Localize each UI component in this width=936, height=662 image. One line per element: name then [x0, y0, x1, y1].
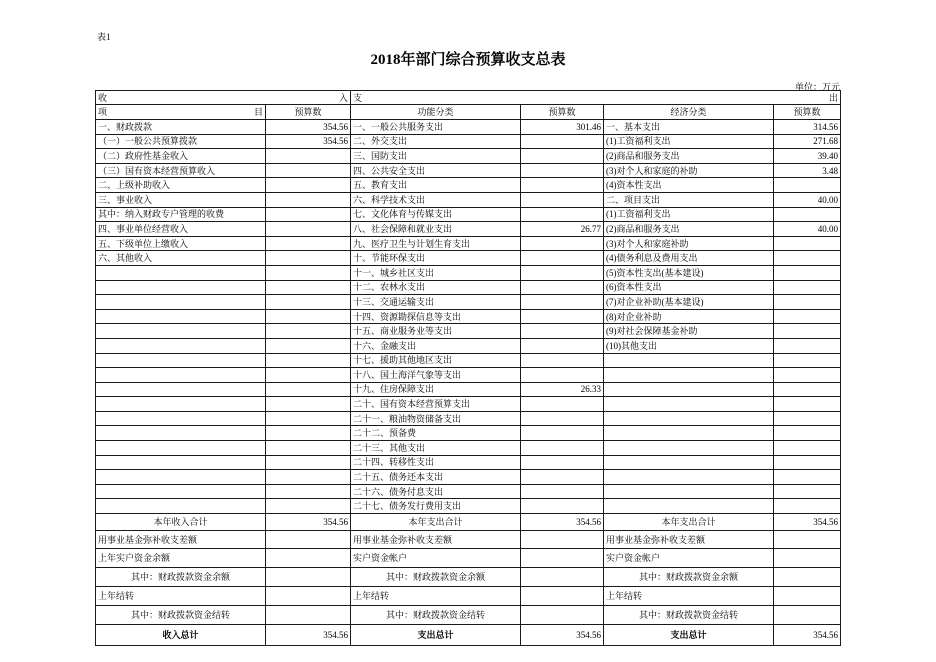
function-budget-cell: [521, 280, 604, 295]
economic-item-cell: [604, 499, 774, 514]
function-budget-cell: 301.46: [521, 120, 604, 135]
function-budget-cell: [521, 353, 604, 368]
budget-table: [95, 90, 841, 646]
income-budget-cell: [266, 382, 351, 397]
income-budget-cell: 354.56: [266, 120, 351, 135]
function-budget-cell: [521, 324, 604, 339]
economic-budget-cell: 3.48: [774, 163, 841, 178]
function-item-cell: 十四、资源勘探信息等支出: [351, 309, 521, 324]
economic-budget-cell: 40.00: [774, 222, 841, 237]
function-budget-cell: [521, 484, 604, 499]
income-budget-cell: [266, 324, 351, 339]
summary-economic-item-cell: 上年结转: [604, 587, 774, 606]
economic-budget-cell: [774, 265, 841, 280]
summary-row: [96, 625, 841, 646]
economic-item-cell: (4)债务利息及费用支出: [604, 251, 774, 266]
table-row: [96, 426, 841, 441]
economic-item-cell: [604, 368, 774, 383]
income-item-cell: [96, 455, 266, 470]
table-row: [96, 295, 841, 310]
income-item-cell: （一）一般公共预算拨款: [96, 134, 266, 149]
income-budget-cell: [266, 411, 351, 426]
economic-budget-cell: [774, 236, 841, 251]
function-item-cell: 十五、商业服务业等支出: [351, 324, 521, 339]
income-budget-cell: [266, 251, 351, 266]
economic-budget-cell: 271.68: [774, 134, 841, 149]
economic-item-cell: [604, 484, 774, 499]
header-group-row: [96, 91, 841, 105]
table-row: [96, 455, 841, 470]
income-budget-cell: [266, 178, 351, 193]
function-item-cell: 一、一般公共服务支出: [351, 120, 521, 135]
function-budget-cell: [521, 178, 604, 193]
unit-label: 单位：万元: [794, 82, 840, 92]
summary-income-item-cell: 上年实户资金余额: [96, 549, 266, 568]
table-row: [96, 178, 841, 193]
function-budget-cell: [521, 338, 604, 353]
income-budget-cell: [266, 338, 351, 353]
income-budget-cell: [266, 455, 351, 470]
function-item-cell: 二十、国有资本经营预算支出: [351, 397, 521, 412]
summary-economic-budget-cell: [774, 606, 841, 625]
economic-item-cell: (8)对企业补助: [604, 309, 774, 324]
table-row: [96, 265, 841, 280]
table-row: [96, 236, 841, 251]
income-item-cell: 二、上级补助收入: [96, 178, 266, 193]
income-item-cell: 其中：纳入财政专户管理的收费: [96, 207, 266, 222]
summary-function-budget-cell: [521, 606, 604, 625]
economic-item-cell: (5)资本性支出(基本建设): [604, 265, 774, 280]
income-item-cell: [96, 368, 266, 383]
summary-economic-budget-cell: [774, 549, 841, 568]
table-row: [96, 499, 841, 514]
economic-item-cell: (1)工资福利支出: [604, 207, 774, 222]
header-income-budget: 预算数: [266, 105, 351, 120]
page-title: 2018年部门综合预算收支总表: [370, 52, 566, 68]
table-row: [96, 163, 841, 178]
function-item-cell: 二、外交支出: [351, 134, 521, 149]
summary-income-budget-cell: [266, 587, 351, 606]
income-budget-cell: [266, 441, 351, 456]
function-item-cell: 十七、援助其他地区支出: [351, 353, 521, 368]
summary-row: [96, 568, 841, 587]
economic-item-cell: [604, 426, 774, 441]
income-budget-cell: [266, 295, 351, 310]
economic-item-cell: (2)商品和服务支出: [604, 149, 774, 164]
function-budget-cell: [521, 441, 604, 456]
table-row: [96, 134, 841, 149]
economic-budget-cell: 39.40: [774, 149, 841, 164]
function-budget-cell: [521, 149, 604, 164]
summary-function-item-cell: 其中：财政拨款资金余额: [351, 568, 521, 587]
table-row: [96, 192, 841, 207]
summary-income-budget-cell: [266, 606, 351, 625]
summary-function-budget-cell: [521, 568, 604, 587]
income-budget-cell: [266, 499, 351, 514]
function-item-cell: 二十五、债务还本支出: [351, 470, 521, 485]
economic-budget-cell: [774, 324, 841, 339]
economic-budget-cell: [774, 353, 841, 368]
header-economic-budget: 预算数: [774, 105, 841, 120]
income-budget-cell: [266, 470, 351, 485]
income-budget-cell: [266, 353, 351, 368]
economic-budget-cell: [774, 455, 841, 470]
summary-income-item-cell: 收入总计: [96, 625, 266, 646]
function-item-cell: 九、医疗卫生与计划生育支出: [351, 236, 521, 251]
summary-income-item-cell: 本年收入合计: [96, 514, 266, 531]
income-item-cell: [96, 499, 266, 514]
function-item-cell: 三、国防支出: [351, 149, 521, 164]
function-budget-cell: [521, 499, 604, 514]
table-row: [96, 441, 841, 456]
function-budget-cell: [521, 368, 604, 383]
income-item-cell: [96, 382, 266, 397]
function-budget-cell: [521, 163, 604, 178]
summary-income-budget-cell: [266, 568, 351, 587]
table-row: [96, 222, 841, 237]
summary-income-item-cell: 其中：财政拨款资金余额: [96, 568, 266, 587]
summary-economic-item-cell: 用事业基金弥补收支差额: [604, 531, 774, 549]
header-expense: 支 出: [351, 91, 841, 105]
income-item-cell: （三）国有资本经营预算收入: [96, 163, 266, 178]
economic-budget-cell: [774, 484, 841, 499]
table-row: [96, 207, 841, 222]
table-row: [96, 324, 841, 339]
summary-economic-item-cell: 其中：财政拨款资金结转: [604, 606, 774, 625]
summary-economic-item-cell: 其中：财政拨款资金余额: [604, 568, 774, 587]
header-economic-class: 经济分类: [604, 105, 774, 120]
income-item-cell: [96, 324, 266, 339]
summary-function-item-cell: 本年支出合计: [351, 514, 521, 531]
summary-economic-budget-cell: 354.56: [774, 514, 841, 531]
economic-budget-cell: [774, 338, 841, 353]
summary-economic-budget-cell: [774, 531, 841, 549]
summary-income-budget-cell: 354.56: [266, 625, 351, 646]
summary-function-budget-cell: 354.56: [521, 514, 604, 531]
income-item-cell: [96, 353, 266, 368]
function-item-cell: 六、科学技术支出: [351, 192, 521, 207]
function-item-cell: 十九、住房保障支出: [351, 382, 521, 397]
table-row: [96, 280, 841, 295]
income-budget-cell: [266, 426, 351, 441]
summary-function-budget-cell: 354.56: [521, 625, 604, 646]
summary-income-item-cell: 上年结转: [96, 587, 266, 606]
summary-economic-budget-cell: [774, 568, 841, 587]
function-budget-cell: [521, 295, 604, 310]
function-item-cell: 十六、金融支出: [351, 338, 521, 353]
income-item-cell: [96, 295, 266, 310]
income-budget-cell: [266, 149, 351, 164]
function-budget-cell: [521, 309, 604, 324]
summary-income-budget-cell: 354.56: [266, 514, 351, 531]
income-budget-cell: [266, 222, 351, 237]
summary-function-item-cell: 实户资金帐户: [351, 549, 521, 568]
income-budget-cell: [266, 236, 351, 251]
function-budget-cell: [521, 207, 604, 222]
summary-function-item-cell: 支出总计: [351, 625, 521, 646]
summary-row: [96, 606, 841, 625]
function-budget-cell: [521, 397, 604, 412]
economic-item-cell: (9)对社会保障基金补助: [604, 324, 774, 339]
income-budget-cell: [266, 163, 351, 178]
function-budget-cell: [521, 470, 604, 485]
function-budget-cell: [521, 411, 604, 426]
economic-budget-cell: [774, 178, 841, 193]
table-row: [96, 470, 841, 485]
header-function-budget: 预算数: [521, 105, 604, 120]
summary-row: [96, 587, 841, 606]
income-item-cell: [96, 280, 266, 295]
summary-function-item-cell: 上年结转: [351, 587, 521, 606]
function-budget-cell: [521, 236, 604, 251]
economic-item-cell: [604, 353, 774, 368]
function-item-cell: 十二、农林水支出: [351, 280, 521, 295]
income-item-cell: [96, 441, 266, 456]
summary-row: [96, 549, 841, 568]
economic-item-cell: (4)资本性支出: [604, 178, 774, 193]
summary-function-item-cell: 用事业基金弥补收支差额: [351, 531, 521, 549]
function-budget-cell: [521, 426, 604, 441]
income-budget-cell: [266, 207, 351, 222]
table-row: [96, 411, 841, 426]
summary-economic-budget-cell: [774, 587, 841, 606]
income-budget-cell: 354.56: [266, 134, 351, 149]
income-item-cell: [96, 484, 266, 499]
table-row: [96, 484, 841, 499]
summary-row: [96, 531, 841, 549]
function-budget-cell: [521, 134, 604, 149]
economic-budget-cell: [774, 368, 841, 383]
economic-item-cell: [604, 441, 774, 456]
table-row: [96, 251, 841, 266]
income-item-cell: [96, 411, 266, 426]
table-row: [96, 120, 841, 135]
economic-item-cell: 一、基本支出: [604, 120, 774, 135]
table-row: [96, 338, 841, 353]
economic-budget-cell: [774, 426, 841, 441]
function-budget-cell: [521, 265, 604, 280]
income-item-cell: [96, 426, 266, 441]
economic-budget-cell: [774, 411, 841, 426]
function-budget-cell: 26.33: [521, 382, 604, 397]
economic-budget-cell: [774, 382, 841, 397]
economic-item-cell: (3)对个人和家庭的补助: [604, 163, 774, 178]
function-item-cell: 七、文化体育与传媒支出: [351, 207, 521, 222]
summary-row: [96, 514, 841, 531]
function-item-cell: 十三、交通运输支出: [351, 295, 521, 310]
economic-budget-cell: [774, 251, 841, 266]
header-item: 项 目: [96, 105, 266, 120]
function-budget-cell: [521, 192, 604, 207]
income-budget-cell: [266, 265, 351, 280]
income-item-cell: [96, 309, 266, 324]
summary-function-budget-cell: [521, 549, 604, 568]
economic-item-cell: (1)工资福利支出: [604, 134, 774, 149]
summary-income-budget-cell: [266, 549, 351, 568]
table-row: [96, 353, 841, 368]
function-budget-cell: [521, 251, 604, 266]
economic-item-cell: [604, 411, 774, 426]
economic-budget-cell: 314.56: [774, 120, 841, 135]
table-row: [96, 309, 841, 324]
economic-item-cell: [604, 397, 774, 412]
summary-income-item-cell: 用事业基金弥补收支差额: [96, 531, 266, 549]
economic-budget-cell: [774, 441, 841, 456]
function-item-cell: 十、节能环保支出: [351, 251, 521, 266]
income-budget-cell: [266, 280, 351, 295]
income-item-cell: 五、下级单位上缴收入: [96, 236, 266, 251]
table-row: [96, 382, 841, 397]
summary-economic-item-cell: 本年支出合计: [604, 514, 774, 531]
summary-function-budget-cell: [521, 587, 604, 606]
economic-budget-cell: [774, 295, 841, 310]
income-budget-cell: [266, 397, 351, 412]
summary-economic-item-cell: 支出总计: [604, 625, 774, 646]
sheet-label: 表1: [97, 32, 111, 42]
economic-item-cell: [604, 455, 774, 470]
economic-item-cell: (3)对个人和家庭补助: [604, 236, 774, 251]
summary-function-budget-cell: [521, 531, 604, 549]
economic-budget-cell: [774, 309, 841, 324]
table-row: [96, 149, 841, 164]
income-item-cell: [96, 397, 266, 412]
income-item-cell: [96, 338, 266, 353]
economic-item-cell: (2)商品和服务支出: [604, 222, 774, 237]
income-item-cell: 一、财政拨款: [96, 120, 266, 135]
income-item-cell: 六、其他收入: [96, 251, 266, 266]
function-budget-cell: 26.77: [521, 222, 604, 237]
economic-item-cell: [604, 470, 774, 485]
function-item-cell: 二十七、债务发行费用支出: [351, 499, 521, 514]
income-item-cell: （二）政府性基金收入: [96, 149, 266, 164]
income-budget-cell: [266, 192, 351, 207]
income-budget-cell: [266, 309, 351, 324]
summary-income-budget-cell: [266, 531, 351, 549]
header-function-class: 功能分类: [351, 105, 521, 120]
economic-budget-cell: 40.00: [774, 192, 841, 207]
economic-budget-cell: [774, 499, 841, 514]
function-item-cell: 八、社会保障和就业支出: [351, 222, 521, 237]
function-item-cell: 十一、城乡社区支出: [351, 265, 521, 280]
income-item-cell: 四、事业单位经营收入: [96, 222, 266, 237]
table-row: [96, 397, 841, 412]
economic-item-cell: [604, 382, 774, 397]
summary-income-item-cell: 其中：财政拨款资金结转: [96, 606, 266, 625]
income-item-cell: 三、事业收入: [96, 192, 266, 207]
function-item-cell: 二十四、转移性支出: [351, 455, 521, 470]
function-item-cell: 二十三、其他支出: [351, 441, 521, 456]
income-budget-cell: [266, 368, 351, 383]
function-item-cell: 五、教育支出: [351, 178, 521, 193]
function-item-cell: 四、公共安全支出: [351, 163, 521, 178]
income-item-cell: [96, 470, 266, 485]
function-item-cell: 二十二、预备费: [351, 426, 521, 441]
economic-item-cell: (10)其他支出: [604, 338, 774, 353]
income-budget-cell: [266, 484, 351, 499]
economic-item-cell: (7)对企业补助(基本建设): [604, 295, 774, 310]
function-item-cell: 二十一、粮油物资储备支出: [351, 411, 521, 426]
function-item-cell: 十八、国土海洋气象等支出: [351, 368, 521, 383]
table-row: [96, 368, 841, 383]
economic-budget-cell: [774, 207, 841, 222]
header-income: 收 入: [96, 91, 351, 105]
economic-item-cell: (6)资本性支出: [604, 280, 774, 295]
summary-function-item-cell: 其中：财政拨款资金结转: [351, 606, 521, 625]
function-budget-cell: [521, 455, 604, 470]
income-item-cell: [96, 265, 266, 280]
economic-budget-cell: [774, 397, 841, 412]
economic-budget-cell: [774, 280, 841, 295]
function-item-cell: 二十六、债务付息支出: [351, 484, 521, 499]
economic-item-cell: 二、项目支出: [604, 192, 774, 207]
summary-economic-budget-cell: 354.56: [774, 625, 841, 646]
header-column-row: [96, 105, 841, 120]
economic-budget-cell: [774, 470, 841, 485]
summary-economic-item-cell: 实户资金帐户: [604, 549, 774, 568]
